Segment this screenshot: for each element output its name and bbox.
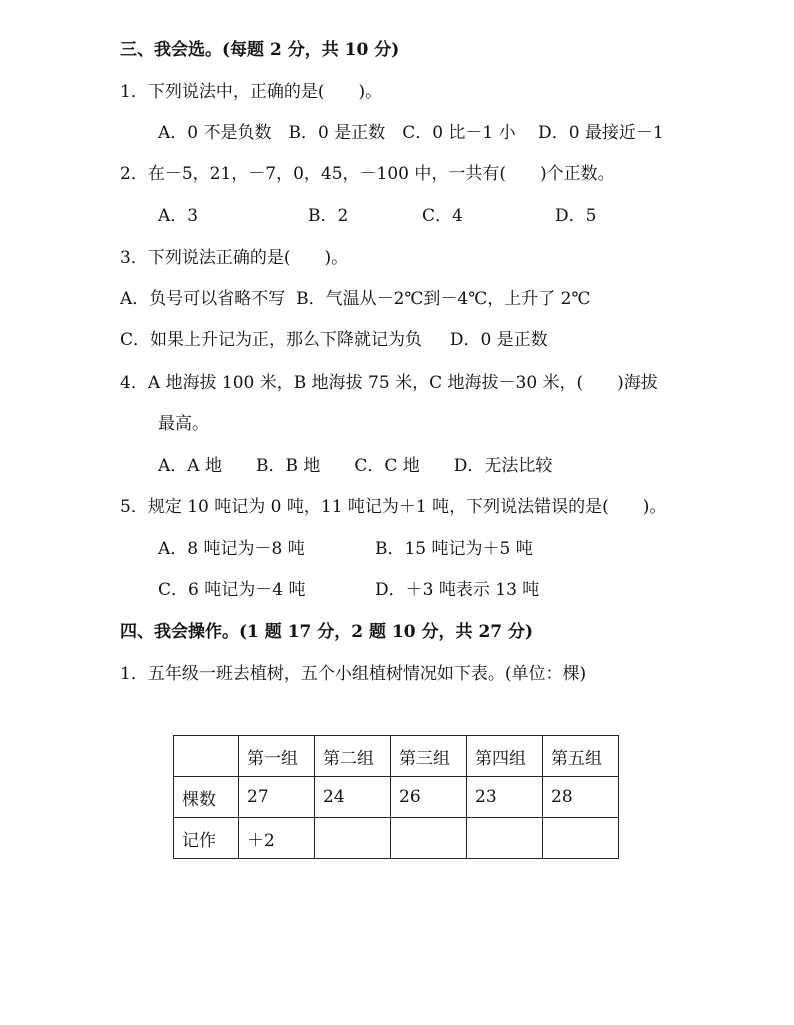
section-3-heading: 三、我会选。(每题 2 分，共 10 分) [120,40,400,60]
section-4-heading: 四、我会操作。(1 题 17 分，2 题 10 分，共 27 分) [120,622,534,642]
table-cell: 28 [543,777,619,818]
table-cell [174,736,239,777]
question-2-stem: 2．在－5，21，－7，0，45，－100 中，一共有( )个正数。 [120,164,615,184]
table-cell: 27 [239,777,315,818]
table-cell: 23 [467,777,543,818]
table-row-label: 棵数 [174,777,239,818]
question-5-option-d: D．＋3 吨表示 13 吨 [375,580,540,600]
question-4-stem-line2: 最高。 [158,414,209,434]
question-5-option-a: A．8 吨记为－8 吨 [158,539,305,559]
question-3-stem: 3．下列说法正确的是( )。 [120,248,349,268]
answer-cell[interactable] [391,818,467,859]
table-header-cell: 第二组 [315,736,391,777]
table-header-cell: 第三组 [391,736,467,777]
table-cell: 26 [391,777,467,818]
question-4-options: A．A 地 B．B 地 C．C 地 D．无法比较 [158,456,553,476]
tree-planting-table [173,735,619,859]
answer-cell[interactable] [467,818,543,859]
section-4-question-1-stem: 1．五年级一班去植树，五个小组植树情况如下表。(单位：棵) [120,664,587,684]
question-5-stem: 5．规定 10 吨记为 0 吨，11 吨记为＋1 吨，下列说法错误的是( )。 [120,497,667,517]
question-2-option-d: D．5 [555,206,597,226]
question-2-option-c: C．4 [422,206,463,226]
question-4-stem-line1: 4．A 地海拔 100 米，B 地海拔 75 米，C 地海拔－30 米，( )海拔 [120,373,658,393]
table-row-count [174,777,619,818]
question-1-options: A．0 不是负数 B．0 是正数 C．0 比－1 小 D．0 最接近－1 [158,123,664,143]
question-3-options-line1: A．负号可以省略不写 B．气温从－2℃到－4℃，上升了 2℃ [120,289,591,309]
question-5-option-b: B．15 吨记为＋5 吨 [375,539,533,559]
table-row-record [174,818,619,859]
table-cell: ＋2 [239,818,315,859]
question-2-option-a: A．3 [158,206,199,226]
question-1-stem: 1．下列说法中，正确的是( )。 [120,82,383,102]
answer-cell[interactable] [543,818,619,859]
question-3-options-line2: C．如果上升记为正，那么下降就记为负 D．0 是正数 [120,330,548,350]
table-header-cell: 第四组 [467,736,543,777]
table-header-cell: 第五组 [543,736,619,777]
question-2-option-b: B．2 [308,206,349,226]
question-5-option-c: C．6 吨记为－4 吨 [158,580,306,600]
table-header-row [174,736,619,777]
answer-cell[interactable] [315,818,391,859]
table-cell: 24 [315,777,391,818]
table-row-label: 记作 [174,818,239,859]
table-header-cell: 第一组 [239,736,315,777]
